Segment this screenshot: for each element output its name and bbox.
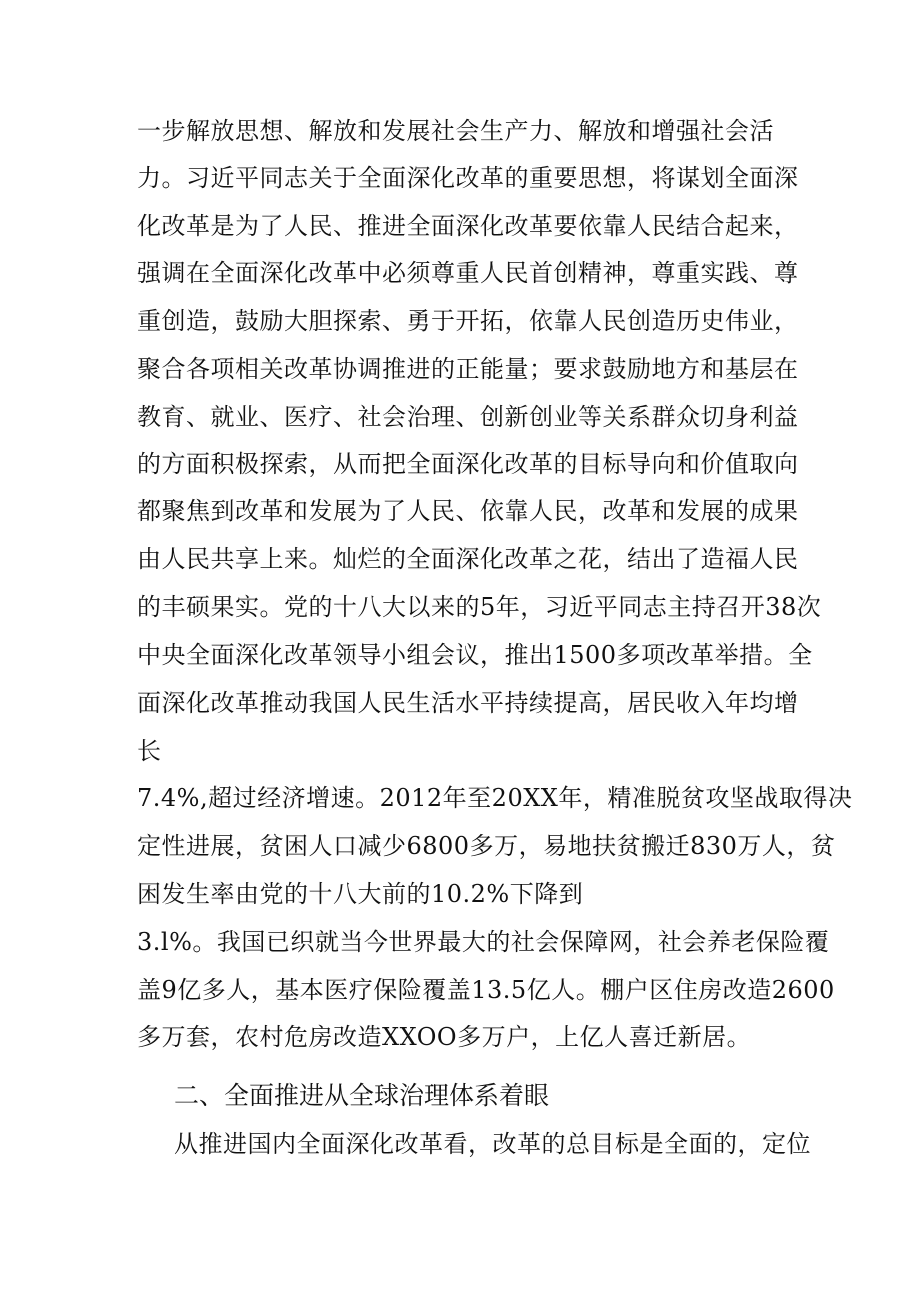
text-line: 长: [137, 737, 162, 765]
text-line: 盖9亿多人，基本医疗保险覆盖13.5亿人。棚户区住房改造2600: [137, 976, 835, 1004]
section-heading: 二、全面推进从全球治理体系着眼: [174, 1081, 550, 1110]
text-line: 7.4%,超过经济增速。2012年至20XX年，精准脱贫攻坚战取得决: [137, 784, 853, 812]
text-line: 化改革是为了人民、推进全面深化改革要依靠人民结合起来，: [137, 212, 799, 240]
text-line: 定性进展，贫困人口减少6800多万，易地扶贫搬迁830万人，贫: [137, 832, 836, 860]
text-line: 都聚焦到改革和发展为了人民、依靠人民，改革和发展的成果: [137, 497, 799, 525]
text-line: 教育、就业、医疗、社会治理、创新创业等关系群众切身利益: [137, 403, 799, 431]
text-line: 的方面积极探索，从而把全面深化改革的目标导向和价值取向: [137, 450, 799, 478]
text-line: 的丰硕果实。党的十八大以来的5年，习近平同志主持召开38次: [137, 593, 822, 621]
text-line: 由人民共享上来。灿烂的全面深化改革之花，结出了造福人民: [137, 545, 799, 573]
text-line: 重创造，鼓励大胆探索、勇于开拓，依靠人民创造历史伟业，: [137, 307, 799, 335]
text-line: 困发生率由党的十八大前的10.2%下降到: [137, 880, 584, 908]
text-line: 强调在全面深化改革中必须尊重人民首创精神，尊重实践、尊: [137, 259, 799, 287]
text-line: 聚合各项相关改革协调推进的正能量；要求鼓励地方和基层在: [137, 355, 799, 383]
text-line: 力。习近平同志关于全面深化改革的重要思想，将谋划全面深: [137, 164, 799, 192]
text-line: 中央全面深化改革领导小组会议，推出1500多项改革举措。全: [137, 641, 813, 669]
text-line: 多万套，农村危房改造XXOO多万户，上亿人喜迁新居。: [137, 1023, 752, 1051]
text-line: 3.l%。我国已织就当今世界最大的社会保障网，社会养老保险覆: [137, 928, 830, 956]
paragraph-first-line: 从推进国内全面深化改革看，改革的总目标是全面的，定位: [174, 1130, 811, 1158]
text-line: 面深化改革推动我国人民生活水平持续提高，居民收入年均增: [137, 689, 799, 717]
text-line: 一步解放思想、解放和发展社会生产力、解放和增强社会活: [137, 117, 774, 145]
